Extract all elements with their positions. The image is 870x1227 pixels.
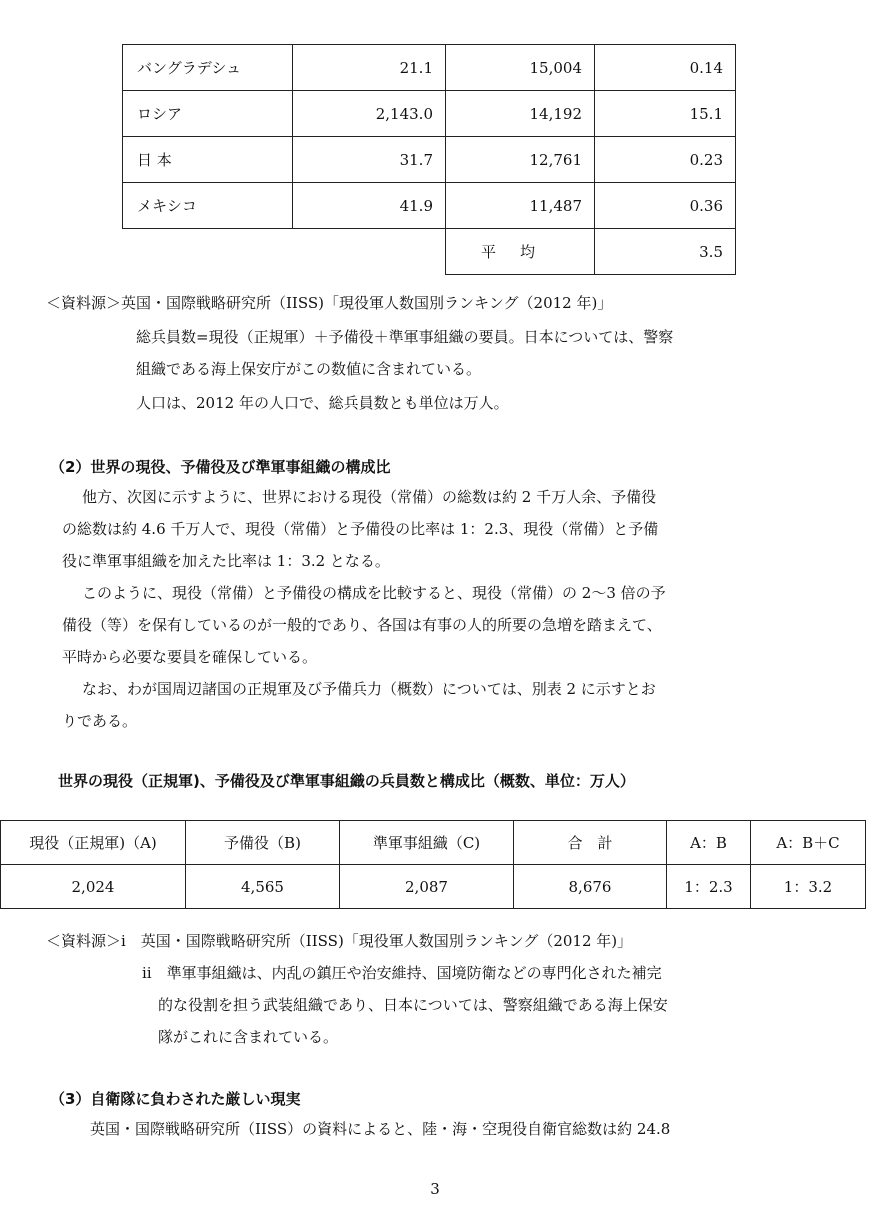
paragraph-line: 他方、次図に示すように、世界における現役（常備）の総数は約 2 千万人余、予備役 <box>82 488 657 506</box>
value-cell: 2,087 <box>340 865 514 909</box>
header-cell: 準軍事組織（C) <box>340 821 514 865</box>
source-line: ＜資料源＞英国・国際戦略研究所（IISS)「現役軍人数国別ランキング（2012 年)」 <box>46 294 613 312</box>
average-label: 平均 <box>446 229 595 275</box>
table-header-row <box>1 821 866 865</box>
average-value: 3.5 <box>595 229 736 275</box>
ratio-value: 0.23 <box>595 137 736 183</box>
table-row <box>1 865 866 909</box>
troops-value: 14,192 <box>446 91 595 137</box>
header-cell: A：B <box>667 821 751 865</box>
country-table <box>122 44 736 275</box>
paragraph-line: 英国・国際戦略研究所（IISS）の資料によると、陸・海・空現役自衛官総数は約 24.8 <box>90 1120 671 1138</box>
population-value: 21.1 <box>293 45 446 91</box>
source-note: ⅱ 準軍事組織は、内乱の鎮圧や治安維持、国境防衛などの専門化された補完 <box>142 964 662 982</box>
value-cell: 1：3.2 <box>751 865 866 909</box>
population-value: 2,143.0 <box>293 91 446 137</box>
table-title: 世界の現役（正規軍)、予備役及び準軍事組織の兵員数と構成比（概数、単位：万人） <box>58 772 635 790</box>
paragraph-line: なお、わが国周辺諸国の正規軍及び予備兵力（概数）については、別表 2 に示すとお <box>82 680 656 698</box>
page-number: 3 <box>430 1180 440 1198</box>
population-value: 41.9 <box>293 183 446 229</box>
source-note: 隊がこれに含まれている。 <box>158 1028 339 1046</box>
ratio-value: 0.14 <box>595 45 736 91</box>
country-name: バングラデシュ <box>123 45 293 91</box>
source-note: 組織である海上保安庁がこの数値に含まれている。 <box>136 360 482 378</box>
country-name: 日 本 <box>123 137 293 183</box>
section-heading: （3）自衛隊に負わされた厳しい現実 <box>50 1090 301 1108</box>
country-name: メキシコ <box>123 183 293 229</box>
table-row <box>123 91 736 137</box>
ratio-value: 15.1 <box>595 91 736 137</box>
paragraph-line: 備役（等）を保有しているのが一般的であり、各国は有事の人的所要の急増を踏まえて、 <box>62 616 662 634</box>
troops-value: 15,004 <box>446 45 595 91</box>
value-cell: 8,676 <box>514 865 667 909</box>
paragraph-line: 役に準軍事組織を加えた比率は 1：3.2 となる。 <box>62 552 390 570</box>
source-note: 人口は、2012 年の人口で、総兵員数とも単位は万人。 <box>136 394 509 412</box>
troops-value: 11,487 <box>446 183 595 229</box>
table-row <box>123 45 736 91</box>
source-line: ＜資料源＞ⅰ 英国・国際戦略研究所（IISS)「現役軍人数国別ランキング（2012 年)」 <box>46 932 633 950</box>
paragraph-line: このように、現役（常備）と予備役の構成を比較すると、現役（常備）の 2〜3 倍の予 <box>82 584 666 602</box>
troops-value: 12,761 <box>446 137 595 183</box>
paragraph-line: 平時から必要な要員を確保している。 <box>62 648 318 666</box>
source-note: 的な役割を担う武装組織であり、日本については、警察組織である海上保安 <box>158 996 668 1014</box>
table-row <box>123 137 736 183</box>
source-note: 総兵員数=現役（正規軍）＋予備役＋準軍事組織の要員。日本については、警察 <box>136 328 674 346</box>
section-heading: （2）世界の現役、予備役及び準軍事組織の構成比 <box>50 458 391 476</box>
paragraph-line: りである。 <box>62 712 138 730</box>
average-row <box>123 229 736 275</box>
table-row <box>123 183 736 229</box>
country-name: ロシア <box>123 91 293 137</box>
header-cell: 予備役（B) <box>186 821 340 865</box>
composition-table <box>0 820 866 909</box>
value-cell: 2,024 <box>1 865 186 909</box>
value-cell: 4,565 <box>186 865 340 909</box>
header-cell: A：B＋C <box>751 821 866 865</box>
header-cell: 現役（正規軍)（A) <box>1 821 186 865</box>
value-cell: 1：2.3 <box>667 865 751 909</box>
ratio-value: 0.36 <box>595 183 736 229</box>
paragraph-line: の総数は約 4.6 千万人で、現役（常備）と予備役の比率は 1：2.3、現役（常備）と予備 <box>62 520 659 538</box>
header-cell: 合 計 <box>514 821 667 865</box>
population-value: 31.7 <box>293 137 446 183</box>
